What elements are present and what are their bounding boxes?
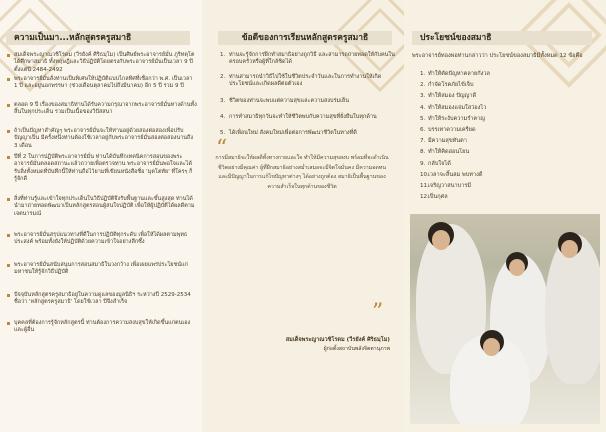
bullet-text: พระอาจารย์มั่นสนับสนุนการสอนสมาธิในวงกว้าง เพื่อเผยแพร่ประโยชน์แก่มหาชนให้รู้จักวิธีปฏิบัติ [14, 262, 188, 276]
item-number: 7. [420, 138, 426, 145]
benefits-header: ประโยชน์ของสมาธิ [412, 31, 592, 45]
item-text: ท่านสามารถนำวิธีไปใช้ในชีวิตประจำวันและในการทำงานให้เกิดประโยชน์และเกิดผลดีต่อตัวเอง [229, 74, 382, 88]
benefit-item [420, 182, 580, 190]
benefit-item [420, 70, 580, 78]
history-column [0, 0, 202, 432]
item-number: 5. [220, 130, 226, 136]
item-number: 10. [420, 171, 429, 178]
item-text: เป็นกุศล [428, 194, 448, 201]
history-header: ความเป็นมา...หลักสูตรครูสมาธิ [6, 31, 190, 45]
bullet-text: พระอาจารย์มั่นสั่งท่านเป็นพิเศษให้ปฏิบัติแบบไกลทิศที่เชื่อกว่า พ.ศ. เป็นเวลา 1 ปี และอยู่นอกพรรษา (ช่วงเดือนตุลาคมไปถึงมีนาคม) อีก 5 ปี รวม 9 ปี [14, 76, 193, 90]
bullet-icon [7, 322, 10, 325]
bullet-text: ตลอด 9 ปี เรื่องของสมาธิท่านได้รับความกรุณาจากพระอาจารย์มั่นทางด้านทั้งสิ้นในทุกประเด็น รวมเป็นเนื้อของวิปัสสนา [14, 102, 197, 116]
bullet-text: ปัจจุบันหลักสูตรครูสมาธิอยู่ในความดูแลของมูลนิธิฯ ระหว่างปี 2529-2534 ชื่อว่า 'หลักสูตรครูสมาธิ' โดยใช้เวลา ปีจึงสำเร็จ [14, 292, 191, 306]
history-bullet [7, 102, 197, 117]
item-number: 5. [420, 115, 426, 122]
item-text: กำจัดโรคภัยไข้เจ็บ [428, 82, 474, 89]
bullet-text: สมเด็จพระญาณวชิโรดม (วีรยังค์ ศิริธมฺโม) เป็นศิษย์พระอาจารย์มั่น ภูริทตฺโต ได้ศึกษาสมาธิ ทั้งทฤษฎีและวิธีปฏิบัติโดยตรงกับพระอาจารย์มั่นเป็นเวลา 9 ปี ตั้งแต่ปี 2484-2492 [14, 52, 195, 73]
open-quote-icon: “ [216, 136, 228, 161]
item-text: ท่านจะรู้จักการฝึกทำสมาธิอย่างถูกวิธี และสามารถถ่ายทอดให้กับคนในครอบครัวหรือผู้ที่ใกล้ชิดได้ [229, 52, 395, 66]
item-number: 3. [220, 98, 226, 104]
item-text: เจริญวาสนาบารมี [428, 183, 472, 189]
bullet-icon [7, 156, 10, 159]
history-bullet [7, 52, 197, 74]
benefit-item [420, 171, 580, 179]
item-text: มีความสุขทันตา [428, 138, 467, 145]
bullet-text: สิ่งที่ท่านรู้และเข้าใจทุกประเด็นในวิธีปฏิบัติจึงรับพื้นฐานและขั้นสูงสุด ท่านได้นำมาถ่ายทอดพัฒนาเป็นหลักสูตรสอนผู้สนใจปฏิบัติ เพื่อให้ผู้ปฏิบัติได้ผลดีตามเจตนารมณ์ [14, 196, 195, 217]
advantage-item [220, 74, 404, 89]
item-number: 1. [420, 71, 426, 77]
item-text: ทำให้สมองแจ่มใสว่องไว [428, 104, 487, 111]
item-text: ทำให้ตัดปัญหาคลายกังวล [428, 71, 490, 77]
bullet-icon [7, 264, 10, 267]
close-quote-icon: ” [372, 300, 384, 325]
benefit-item [420, 92, 580, 100]
bullet-text: พระอาจารย์มั่นสรุปแนวทางที่ดีในการปฏิบัติทุกระดับ เพื่อให้ได้ผลตามพุทธประสงค์ พร้อมทั้งยังให้ปฏิบัติด้วยความเข้าใจอย่างลึกซึ้ง [14, 232, 188, 246]
benefit-item [420, 148, 580, 156]
item-number: 12. [420, 194, 429, 201]
benefit-item [420, 115, 580, 123]
item-number: 2. [220, 74, 226, 80]
advantage-item [220, 114, 404, 121]
history-bullet [7, 154, 197, 184]
bullet-icon [7, 104, 10, 107]
benefit-item [420, 160, 580, 168]
advantage-item [220, 130, 404, 137]
item-number: 9. [420, 160, 426, 167]
bullet-icon [7, 294, 10, 297]
item-number: 4. [420, 104, 426, 111]
item-number: 3. [420, 93, 426, 100]
advantage-item [220, 98, 404, 105]
history-bullet [7, 128, 197, 150]
item-text: ได้เพื่อนใหม่ สังคมใหม่เพื่อต่อการพัฒนาชีวิตในทางที่ดี [229, 130, 357, 136]
item-text: ทำให้สมอง ปัญญาดี [428, 93, 477, 100]
history-bullet [7, 196, 197, 218]
quote-author-role: ผู้ก่อตั้งสถาบันพลังจิตตานุภาพ [323, 346, 390, 352]
bullet-icon [7, 130, 10, 133]
item-number: 2. [420, 82, 426, 89]
bullet-icon [7, 78, 10, 81]
item-text: ทำให้ระงับความรำคาญ [428, 115, 486, 122]
bullet-icon [7, 54, 10, 57]
item-text: กลับใจได้ [428, 160, 451, 167]
history-bullet [7, 232, 197, 247]
bullet-text: บุคคลที่ต้องการรู้จักหลักสูตรนี้ ท่านต้องการความสงบสุขให้เกิดขึ้นแก่ตนเองและผู้อื่น [14, 320, 191, 334]
benefit-item [420, 137, 580, 145]
history-bullet [7, 320, 197, 335]
bullet-icon [7, 234, 10, 237]
item-number: 4. [220, 114, 226, 120]
benefit-item [420, 81, 580, 89]
history-bullet [7, 262, 197, 277]
item-text: เวลาจะสิ้นลม พบทางดี [428, 171, 483, 178]
item-number: 8. [420, 149, 426, 156]
benefit-item [420, 126, 580, 134]
bullet-text: ปีที่ 2 ในการปฏิบัติพระอาจารย์มั่น ท่านได้บันทึกเทคนิคการสอนของพระอาจารย์มั่นตลอดสถานะแล้วถวายเพื่อตรวจทาน พระอาจารย์มั่นพอใจและได้รับสิ่งทั้งหมดที่บันทึกนี้ให้ท่านถือไว้ยามที่เขียนหนังสือชื่อ 'มุตโตทัย' ที่ใครๆ ก็รู้จักดี [14, 154, 193, 183]
quote-text: การมีสมาธิจะให้ผลดีทั้งทางกายและใจ ทำให้มีความสุขสงบ พร้อมที่จะดำเนินชีวิตอย่างมีคุณค่า ผู้ที่ฝึกสมาธิอย่างสม่ำเสมอจะมีจิตใจมั่นคง มีความอดทน และมีปัญญาในการแก้ไขปัญหาต่างๆ ได้อย่างถูกต้อง สมาธิเป็นพื้นฐานของความสำเร็จในทุกด้านของชีวิต [215, 155, 389, 190]
advantage-item [220, 52, 404, 67]
benefit-item [420, 193, 580, 201]
history-bullet [7, 76, 197, 91]
item-number: 11. [420, 183, 429, 189]
bullet-icon [7, 198, 10, 201]
item-text: บรรเทาความเครียด [428, 127, 476, 133]
history-bullet [7, 292, 197, 307]
item-text: ทำให้คิดอ่อนโยน [428, 149, 470, 156]
advantages-header: ข้อดีของการเรียนหลักสูตรครูสมาธิ [218, 31, 392, 45]
quote-author: สมเด็จพระญาณวชิโรดม (วีรยังค์ ศิริธมฺโม) [285, 337, 390, 343]
benefit-item [420, 104, 580, 112]
bullet-text: ถ้าเป็นปัญหาสำคัญๆ พระอาจารย์มั่นจะให้ท่านอยู่ด้วยสองต่อสองเพื่อปรับปัญญาเป็น มีครั้งหนึ่งท่านต้องใช้เวลาอยู่กับพระอาจารย์มั่นสองต่อสองนานถึง 3 เดือน [14, 128, 194, 149]
benefits-intro: พระอาจารย์ทองพ่อท่านกล่าวว่า ประโยชน์ของสมาธิมีทั้งหมด 12 ข้อคือ [412, 53, 583, 59]
item-number: 6. [420, 127, 426, 133]
item-text: ชีวิตของท่านจะพบแต่ความสุขและความสงบร่มเย็น [229, 98, 349, 104]
meditation-photo [410, 214, 600, 424]
item-text: การทำสมาธิทุกวันจะทำให้ชีวิตพบกับความสุขที่ยั่งยืนในทุกด้าน [229, 114, 377, 120]
item-number: 1. [220, 52, 226, 58]
